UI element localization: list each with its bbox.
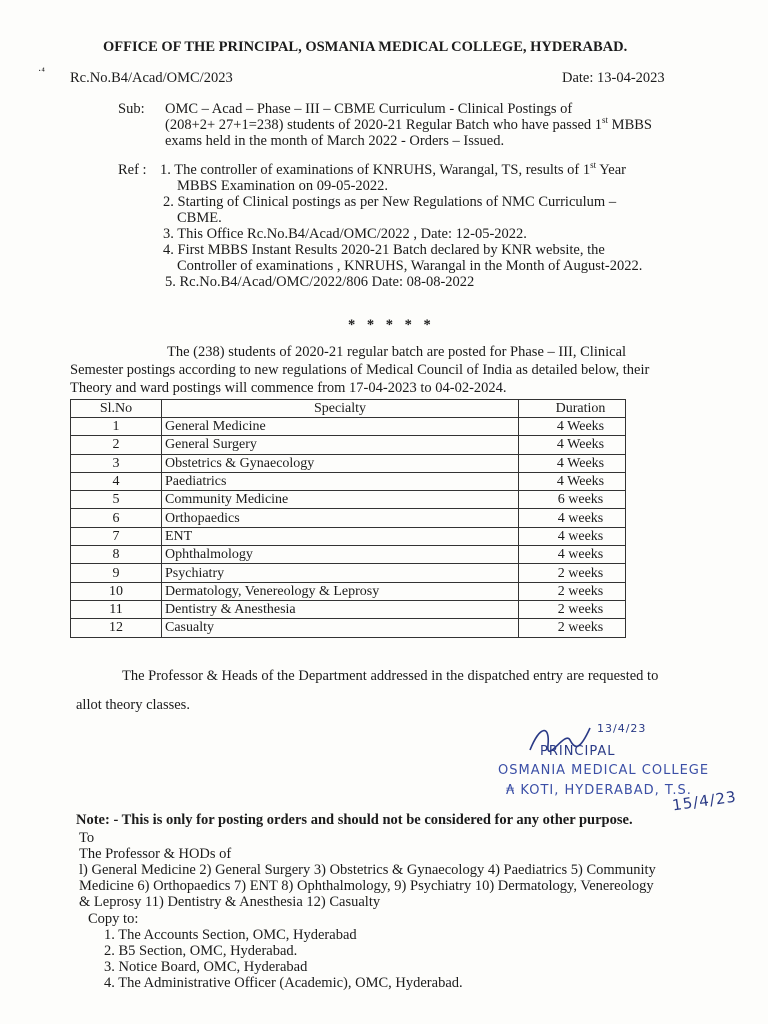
- cell-slno: 10: [71, 582, 162, 600]
- department-list-2: Medicine 6) Orthopaedics 7) ENT 8) Ophthalmology, 9) Psychiatry 10) Dermatology, Venereology: [79, 878, 654, 894]
- addressee: The Professor & HODs of: [79, 846, 232, 862]
- seal-mark-icon: ₳: [506, 783, 521, 798]
- margin-mark: ·⁴: [38, 66, 45, 77]
- cell-slno: 3: [71, 454, 162, 472]
- table-row: [71, 582, 626, 600]
- subject-line-2: (208+2+ 27+1=238) students of 2020-21 Regular Batch who have passed 1st MBBS: [165, 115, 652, 133]
- cell-specialty: ENT: [162, 527, 519, 545]
- copy-item: 1. The Accounts Section, OMC, Hyderabad: [104, 927, 357, 943]
- reference-4a: 4. First MBBS Instant Results 2020-21 Batch declared by KNR website, the: [163, 242, 605, 258]
- cell-specialty: Dermatology, Venereology & Leprosy: [162, 582, 519, 600]
- copy-item: 2. B5 Section, OMC, Hyderabad.: [104, 943, 298, 959]
- cell-slno: 4: [71, 472, 162, 490]
- table-row: [71, 564, 626, 582]
- copy-item: 4. The Administrative Officer (Academic), OMC, Hyderabad.: [104, 975, 463, 991]
- body-line-3: Theory and ward postings will commence from 17-04-2023 to 04-02-2024.: [70, 380, 507, 396]
- table-row: [71, 472, 626, 490]
- handwritten-date: 15/4/23: [671, 787, 738, 815]
- table-row: [71, 527, 626, 545]
- cell-duration: 4 weeks: [519, 527, 626, 545]
- header-duration: Duration: [519, 400, 626, 418]
- seal-college-name: OSMANIA MEDICAL COLLEGE: [498, 763, 710, 778]
- cell-slno: 6: [71, 509, 162, 527]
- table-row: [71, 454, 626, 472]
- initial-date: 13/4/23: [597, 722, 647, 735]
- copy-item: 3. Notice Board, OMC, Hyderabad: [104, 959, 308, 975]
- cell-duration: 4 Weeks: [519, 472, 626, 490]
- reference-2b: CBME.: [177, 210, 222, 226]
- cell-slno: 1: [71, 418, 162, 436]
- cell-slno: 9: [71, 564, 162, 582]
- body-line-2: Semester postings according to new regulations of Medical Council of India as detailed below, their: [70, 362, 650, 378]
- table-row: [71, 491, 626, 509]
- cell-specialty: Community Medicine: [162, 491, 519, 509]
- reference-number: Rc.No.B4/Acad/OMC/2023: [70, 70, 233, 86]
- body-line-1: The (238) students of 2020-21 regular batch are posted for Phase – III, Clinical: [167, 344, 627, 360]
- cell-duration: 6 weeks: [519, 491, 626, 509]
- department-list-1: l) General Medicine 2) General Surgery 3) Obstetrics & Gynaecology 4) Paediatrics 5) Community: [79, 862, 656, 878]
- reference-label: Ref :: [118, 162, 147, 178]
- cell-specialty: Obstetrics & Gynaecology: [162, 454, 519, 472]
- cell-duration: 2 weeks: [519, 582, 626, 600]
- cell-slno: 11: [71, 600, 162, 618]
- table-row: [71, 418, 626, 436]
- cell-specialty: Dentistry & Anesthesia: [162, 600, 519, 618]
- cell-specialty: General Surgery: [162, 436, 519, 454]
- cell-specialty: General Medicine: [162, 418, 519, 436]
- cell-duration: 4 Weeks: [519, 418, 626, 436]
- office-title: OFFICE OF THE PRINCIPAL, OSMANIA MEDICAL COLLEGE, HYDERABAD.: [103, 39, 628, 55]
- table-row: [71, 619, 626, 637]
- cell-duration: 2 weeks: [519, 564, 626, 582]
- document-date: Date: 13-04-2023: [562, 70, 665, 86]
- subject-line-1: OMC – Acad – Phase – III – CBME Curriculum - Clinical Postings of: [165, 101, 573, 117]
- table-row: [71, 546, 626, 564]
- closing-line-1: The Professor & Heads of the Department addressed in the dispatched entry are requested to: [122, 668, 659, 684]
- reference-4b: Controller of examinations , KNRUHS, Warangal in the Month of August-2022.: [177, 258, 643, 274]
- reference-3: 3. This Office Rc.No.B4/Acad/OMC/2022 , Date: 12-05-2022.: [163, 226, 527, 242]
- cell-specialty: Ophthalmology: [162, 546, 519, 564]
- separator-stars: * * * * *: [348, 317, 435, 333]
- table-row: [71, 509, 626, 527]
- principal-title: PRINCIPAL: [540, 744, 616, 759]
- to-label: To: [79, 830, 95, 846]
- cell-specialty: Psychiatry: [162, 564, 519, 582]
- reference-1a: 1. The controller of examinations of KNRUHS, Warangal, TS, results of 1st Year: [160, 160, 626, 178]
- cell-duration: 2 weeks: [519, 600, 626, 618]
- reference-2a: 2. Starting of Clinical postings as per New Regulations of NMC Curriculum –: [163, 194, 617, 210]
- reference-5: 5. Rc.No.B4/Acad/OMC/2022/806 Date: 08-08-2022: [165, 274, 475, 290]
- cell-slno: 5: [71, 491, 162, 509]
- postings-table: [70, 399, 626, 638]
- closing-line-2: allot theory classes.: [76, 697, 190, 713]
- cell-slno: 7: [71, 527, 162, 545]
- cell-specialty: Casualty: [162, 619, 519, 637]
- cell-specialty: Paediatrics: [162, 472, 519, 490]
- table-row: [71, 436, 626, 454]
- header-slno: Sl.No: [71, 400, 162, 418]
- seal-address: ₳ KOTI, HYDERABAD, T.S.: [506, 783, 692, 798]
- note-text: Note: - This is only for posting orders and should not be considered for any other purpose.: [76, 812, 633, 828]
- department-list-3: & Leprosy 11) Dentistry & Anesthesia 12) Casualty: [79, 894, 381, 910]
- header-specialty: Specialty: [162, 400, 519, 418]
- cell-duration: 4 weeks: [519, 546, 626, 564]
- reference-1b: MBBS Examination on 09-05-2022.: [177, 178, 389, 194]
- cell-specialty: Orthopaedics: [162, 509, 519, 527]
- table-row: [71, 600, 626, 618]
- table-header-row: [71, 400, 626, 418]
- cell-slno: 2: [71, 436, 162, 454]
- copy-to-label: Copy to:: [88, 911, 139, 927]
- subject-label: Sub:: [118, 101, 145, 117]
- cell-duration: 4 weeks: [519, 509, 626, 527]
- cell-duration: 4 Weeks: [519, 454, 626, 472]
- cell-slno: 8: [71, 546, 162, 564]
- cell-duration: 2 weeks: [519, 619, 626, 637]
- subject-line-3: exams held in the month of March 2022 - Orders – Issued.: [165, 133, 505, 149]
- cell-slno: 12: [71, 619, 162, 637]
- cell-duration: 4 Weeks: [519, 436, 626, 454]
